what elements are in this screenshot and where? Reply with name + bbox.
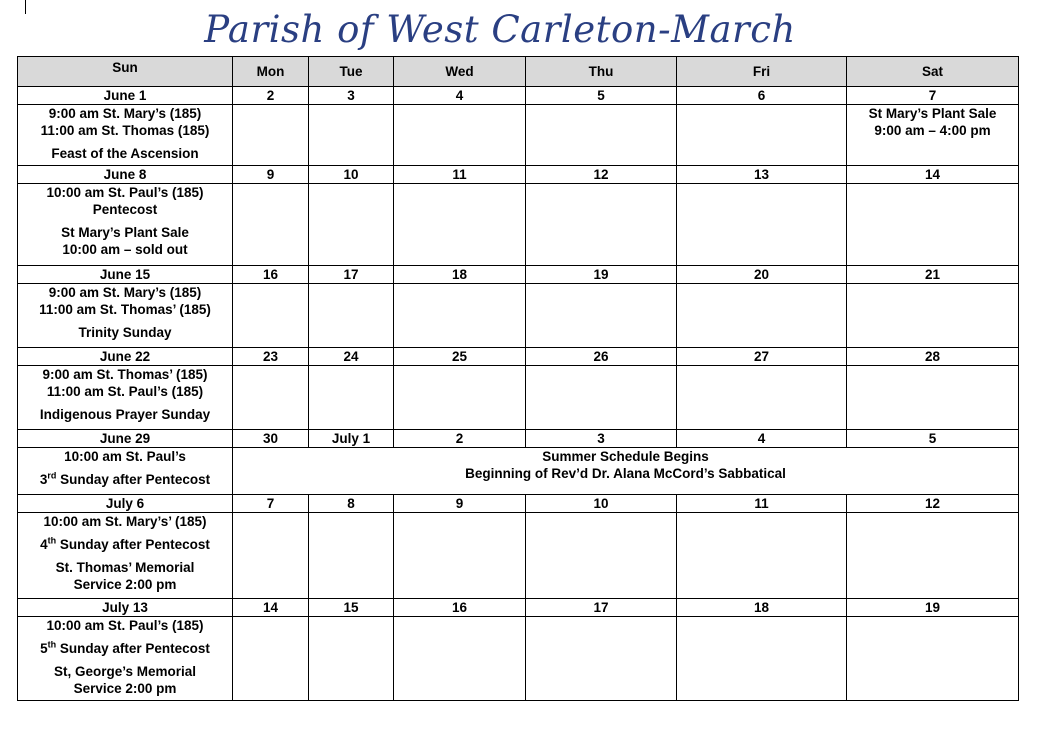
ordinal-suffix: rd	[47, 470, 57, 481]
event-text: 11:00 am St. Thomas’ (185)	[39, 302, 211, 317]
event-text: 9:00 am St. Mary’s (185)	[48, 106, 202, 121]
date-cell: 14	[847, 166, 1019, 184]
calendar-table	[17, 56, 1019, 701]
date-cell: 7	[847, 87, 1019, 105]
date-cell: 12	[526, 166, 677, 184]
header-wed: Wed	[394, 57, 526, 87]
date-row	[18, 166, 1019, 184]
event-text: St. Thomas’ Memorial	[55, 560, 195, 575]
event-cell	[847, 105, 1019, 166]
event-cell	[233, 184, 309, 266]
date-cell: 15	[309, 599, 394, 617]
event-text: Service 2:00 pm	[73, 577, 177, 592]
sunday-date: June 15	[18, 266, 233, 284]
event-cell	[526, 617, 677, 701]
event-text: 9:00 am – 4:00 pm	[874, 123, 991, 138]
date-cell: 3	[309, 87, 394, 105]
header-mon: Mon	[233, 57, 309, 87]
date-cell: 17	[526, 599, 677, 617]
sunday-date: July 6	[18, 495, 233, 513]
date-cell: 4	[394, 87, 526, 105]
banner-text: Summer Schedule Begins	[542, 449, 709, 464]
event-text: 9:00 am St. Thomas’ (185)	[42, 367, 208, 382]
date-cell: 7	[233, 495, 309, 513]
event-cell	[233, 617, 309, 701]
event-cell	[309, 513, 394, 599]
event-cell	[394, 184, 526, 266]
event-cell	[233, 284, 309, 348]
event-cell	[394, 513, 526, 599]
event-cell	[394, 284, 526, 348]
event-cell	[677, 513, 847, 599]
calendar-body	[18, 87, 1019, 701]
date-cell: 17	[309, 266, 394, 284]
ordinal-suffix: th	[47, 535, 57, 546]
date-cell: 18	[394, 266, 526, 284]
event-cell	[233, 513, 309, 599]
event-cell	[847, 617, 1019, 701]
sunday-date: July 13	[18, 599, 233, 617]
event-cell	[233, 105, 309, 166]
page-title: Parish of West Carleton-March	[204, 8, 796, 51]
ordinal-suffix: th	[47, 639, 57, 650]
event-cell	[677, 105, 847, 166]
date-cell: 11	[394, 166, 526, 184]
event-cell	[309, 105, 394, 166]
summer-banner	[233, 448, 1019, 495]
event-row	[18, 513, 1019, 599]
event-text: St Mary’s Plant Sale	[61, 225, 189, 240]
date-cell: 10	[526, 495, 677, 513]
event-cell	[847, 184, 1019, 266]
sunday-events	[18, 284, 233, 348]
event-text: Trinity Sunday	[78, 325, 172, 340]
date-cell: 16	[394, 599, 526, 617]
event-cell	[677, 184, 847, 266]
event-cell	[526, 284, 677, 348]
event-text: 10:00 am St. Paul’s (185)	[46, 185, 204, 200]
event-text: 10:00 am St. Mary’s’ (185)	[43, 514, 207, 529]
event-cell	[847, 366, 1019, 430]
date-cell: 21	[847, 266, 1019, 284]
event-text: 5th Sunday after Pentecost	[40, 639, 210, 656]
date-row	[18, 495, 1019, 513]
date-cell: 4	[677, 430, 847, 448]
date-cell: 10	[309, 166, 394, 184]
date-row	[18, 87, 1019, 105]
sunday-events	[18, 448, 233, 495]
date-cell: 9	[233, 166, 309, 184]
date-cell: 12	[847, 495, 1019, 513]
event-cell	[394, 105, 526, 166]
date-cell: 3	[526, 430, 677, 448]
date-cell: 30	[233, 430, 309, 448]
date-cell: 5	[526, 87, 677, 105]
header-thu: Thu	[526, 57, 677, 87]
event-cell	[677, 617, 847, 701]
date-cell: 19	[847, 599, 1019, 617]
event-row	[18, 105, 1019, 166]
event-text: 11:00 am St. Paul’s (185)	[46, 384, 204, 399]
event-cell	[526, 513, 677, 599]
date-cell: 2	[394, 430, 526, 448]
event-cell	[233, 366, 309, 430]
event-cell	[847, 513, 1019, 599]
event-text: 10:00 am – sold out	[62, 242, 188, 257]
date-cell: 23	[233, 348, 309, 366]
event-row	[18, 284, 1019, 348]
event-text: 9:00 am St. Mary’s (185)	[48, 285, 202, 300]
event-text: Feast of the Ascension	[51, 146, 199, 161]
event-cell	[309, 617, 394, 701]
event-text: Pentecost	[92, 202, 158, 217]
date-row	[18, 430, 1019, 448]
event-text: Service 2:00 pm	[73, 681, 177, 696]
date-cell: 13	[677, 166, 847, 184]
event-cell	[677, 366, 847, 430]
event-cell	[677, 284, 847, 348]
sunday-events	[18, 513, 233, 599]
date-cell: 16	[233, 266, 309, 284]
date-cell: 8	[309, 495, 394, 513]
event-cell	[309, 184, 394, 266]
sunday-events	[18, 105, 233, 166]
date-cell: July 1	[309, 430, 394, 448]
date-cell: 25	[394, 348, 526, 366]
date-cell: 27	[677, 348, 847, 366]
event-cell	[394, 366, 526, 430]
sunday-date: June 22	[18, 348, 233, 366]
sunday-events	[18, 184, 233, 266]
event-cell	[526, 105, 677, 166]
date-cell: 2	[233, 87, 309, 105]
date-row	[18, 599, 1019, 617]
event-cell	[526, 184, 677, 266]
sunday-date: June 29	[18, 430, 233, 448]
event-text: 10:00 am St. Paul’s	[64, 449, 186, 464]
sunday-date: June 1	[18, 87, 233, 105]
header-sat: Sat	[847, 57, 1019, 87]
date-row	[18, 266, 1019, 284]
banner-text: Beginning of Rev’d Dr. Alana McCord’s Sabbatical	[465, 466, 786, 481]
header-tue: Tue	[309, 57, 394, 87]
event-row	[18, 448, 1019, 495]
event-text: St, George’s Memorial	[53, 664, 197, 679]
header-sun: Sun	[18, 57, 233, 87]
date-cell: 28	[847, 348, 1019, 366]
event-text: 10:00 am St. Paul’s (185)	[46, 618, 204, 633]
event-cell	[394, 617, 526, 701]
event-text: St Mary’s Plant Sale	[868, 106, 997, 121]
event-row	[18, 617, 1019, 701]
date-row	[18, 348, 1019, 366]
sunday-events	[18, 617, 233, 701]
event-cell	[309, 284, 394, 348]
event-row	[18, 366, 1019, 430]
event-text: Indigenous Prayer Sunday	[39, 407, 211, 422]
header-fri: Fri	[677, 57, 847, 87]
event-text: 4th Sunday after Pentecost	[40, 535, 210, 552]
date-cell: 20	[677, 266, 847, 284]
sunday-events	[18, 366, 233, 430]
header-row	[18, 57, 1019, 87]
sunday-date: June 8	[18, 166, 233, 184]
date-cell: 5	[847, 430, 1019, 448]
date-cell: 18	[677, 599, 847, 617]
date-cell: 26	[526, 348, 677, 366]
event-cell	[309, 366, 394, 430]
event-row	[18, 184, 1019, 266]
event-cell	[526, 366, 677, 430]
date-cell: 6	[677, 87, 847, 105]
date-cell: 11	[677, 495, 847, 513]
date-cell: 14	[233, 599, 309, 617]
date-cell: 9	[394, 495, 526, 513]
date-cell: 24	[309, 348, 394, 366]
event-text: 3rd Sunday after Pentecost	[39, 470, 211, 487]
event-text: 11:00 am St. Thomas (185)	[40, 123, 210, 138]
event-cell	[847, 284, 1019, 348]
date-cell: 19	[526, 266, 677, 284]
